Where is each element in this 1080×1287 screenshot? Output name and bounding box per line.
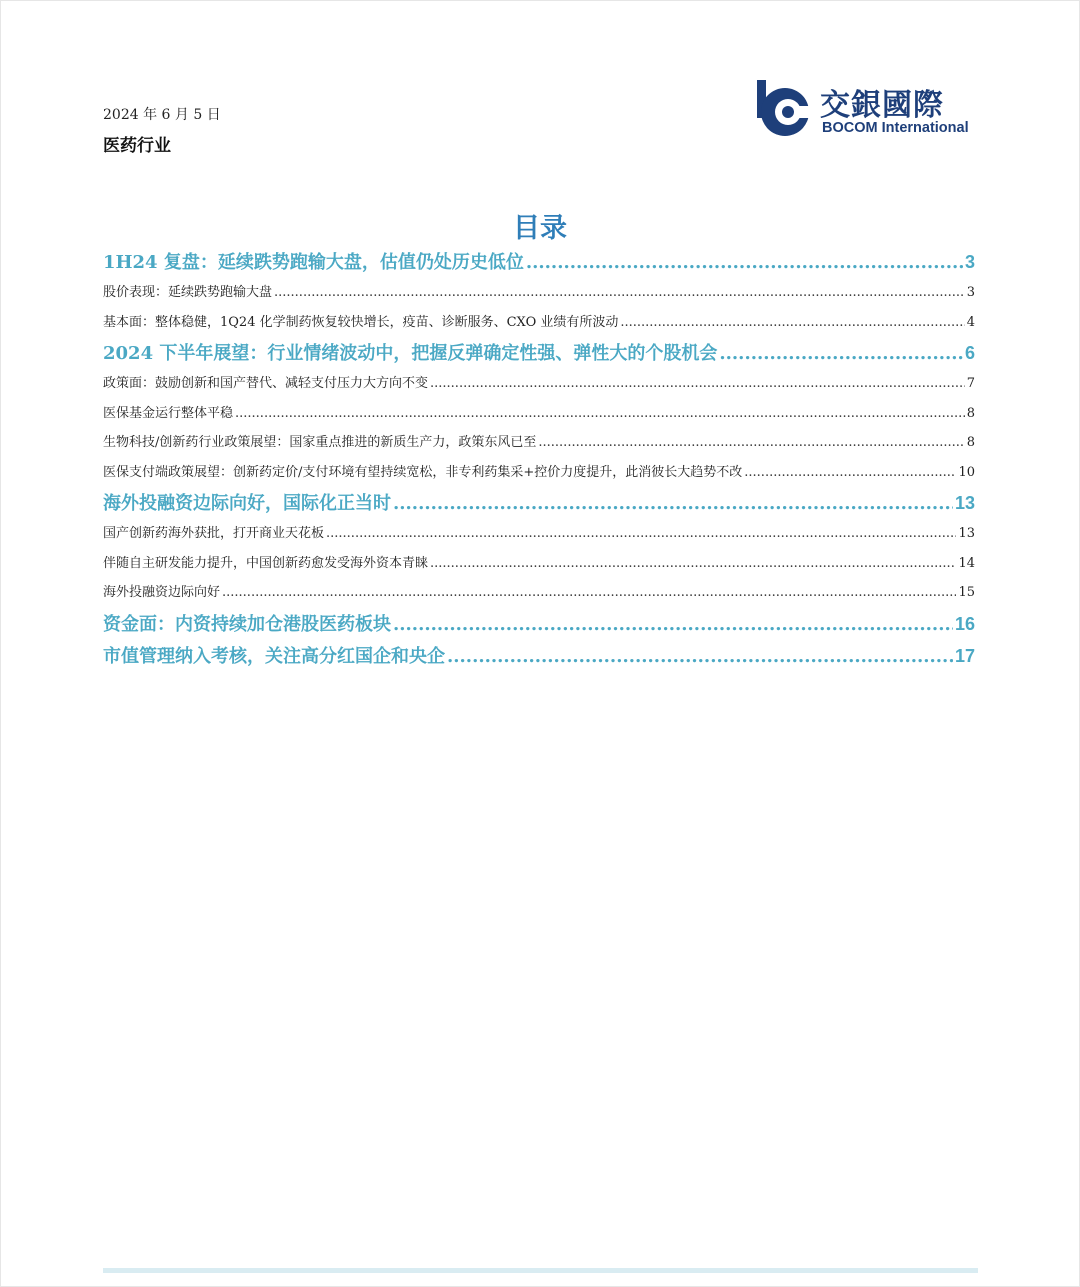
toc-entry-text: 国产创新药海外获批，打开商业天花板 — [103, 526, 325, 541]
toc-subsection-entry[interactable] — [103, 458, 975, 488]
toc-page-number: 6 — [964, 343, 975, 363]
toc-leader-dots — [222, 578, 956, 608]
toc-page-number: 3 — [966, 285, 975, 300]
toc-title: 目录 — [513, 213, 567, 244]
table-of-contents — [103, 246, 975, 672]
toc-entry-text: 2024 下半年展望：行业情绪波动中，把握反弹确定性强、弹性大的个股机会 — [103, 343, 718, 364]
toc-entry-text: 政策面：鼓励创新和国产替代、减轻支付压力大方向不变 — [103, 376, 429, 391]
toc-page-number: 15 — [958, 585, 975, 600]
toc-entry-text: 海外投融资边际向好 — [103, 585, 221, 600]
toc-leader-dots — [430, 369, 965, 399]
toc-section-entry[interactable] — [103, 608, 975, 640]
toc-page-number: 14 — [958, 555, 975, 571]
toc-subsection-entry[interactable] — [103, 519, 975, 549]
toc-subsection-entry[interactable] — [103, 399, 975, 429]
toc-section-entry[interactable] — [103, 487, 975, 519]
logo-english-name: BOCOM International — [822, 120, 969, 136]
toc-entry-text: 医保基金运行整体平稳 — [103, 405, 234, 421]
toc-subsection-entry[interactable] — [103, 578, 975, 608]
toc-subsection-entry[interactable] — [103, 369, 975, 399]
toc-subsection-entry[interactable] — [103, 278, 975, 308]
toc-page-number: 13 — [958, 526, 975, 541]
toc-leader-dots — [526, 247, 963, 279]
toc-page-number: 10 — [958, 464, 975, 480]
toc-page-number: 8 — [966, 435, 975, 450]
toc-page-number: 4 — [966, 314, 975, 330]
toc-leader-dots — [430, 549, 956, 579]
industry-label: 医药行业 — [103, 136, 171, 156]
toc-section-entry[interactable] — [103, 246, 975, 278]
toc-page-number: 17 — [954, 645, 975, 666]
toc-leader-dots — [719, 338, 963, 370]
toc-page-number: 7 — [966, 376, 975, 391]
report-date: 2024 年 6 月 5 日 — [103, 107, 221, 123]
toc-leader-dots — [326, 519, 956, 549]
toc-leader-dots — [235, 399, 965, 429]
toc-leader-dots — [393, 488, 953, 520]
footer-divider — [103, 1268, 978, 1273]
toc-entry-text: 伴随自主研发能力提升，中国创新药愈发受海外资本青睐 — [103, 555, 429, 571]
toc-entry-text: 医保支付端政策展望：创新药定价/支付环境有望持续宽松，非专利药集采+控价力度提升，此消彼长大趋势不改 — [103, 464, 743, 480]
toc-entry-text: 基本面：整体稳健，1Q24 化学制药恢复较快增长，疫苗、诊断服务、CXO 业绩有所波动 — [103, 314, 619, 330]
toc-leader-dots — [620, 308, 964, 338]
toc-leader-dots — [744, 458, 956, 488]
toc-subsection-entry[interactable] — [103, 308, 975, 338]
toc-page-number: 3 — [964, 252, 975, 272]
logo-chinese-name: 交銀國際 — [820, 88, 944, 123]
toc-section-entry[interactable] — [103, 337, 975, 369]
toc-entry-text: 生物科技/创新药行业政策展望：国家重点推进的新质生产力，政策东风已至 — [103, 435, 537, 450]
toc-section-entry[interactable] — [103, 640, 975, 672]
toc-subsection-entry[interactable] — [103, 428, 975, 458]
toc-page-number: 16 — [954, 613, 975, 634]
toc-leader-dots — [538, 428, 964, 458]
toc-entry-text: 海外投融资边际向好，国际化正当时 — [103, 493, 391, 514]
bocom-logo-icon — [754, 78, 816, 140]
bocom-logo — [754, 78, 980, 142]
toc-page-number: 13 — [954, 493, 975, 513]
toc-subsection-entry[interactable] — [103, 549, 975, 579]
toc-leader-dots — [274, 278, 965, 308]
toc-entry-text: 资金面：内资持续加仓港股医药板块 — [103, 613, 391, 635]
toc-leader-dots — [393, 609, 953, 641]
toc-entry-text: 市值管理纳入考核，关注高分红国企和央企 — [103, 645, 445, 667]
toc-entry-text: 股价表现：延续跌势跑输大盘 — [103, 285, 273, 300]
toc-leader-dots — [447, 641, 953, 673]
toc-entry-text: 1H24 复盘：延续跌势跑输大盘，估值仍处历史低位 — [103, 252, 524, 273]
toc-page-number: 8 — [966, 405, 975, 421]
